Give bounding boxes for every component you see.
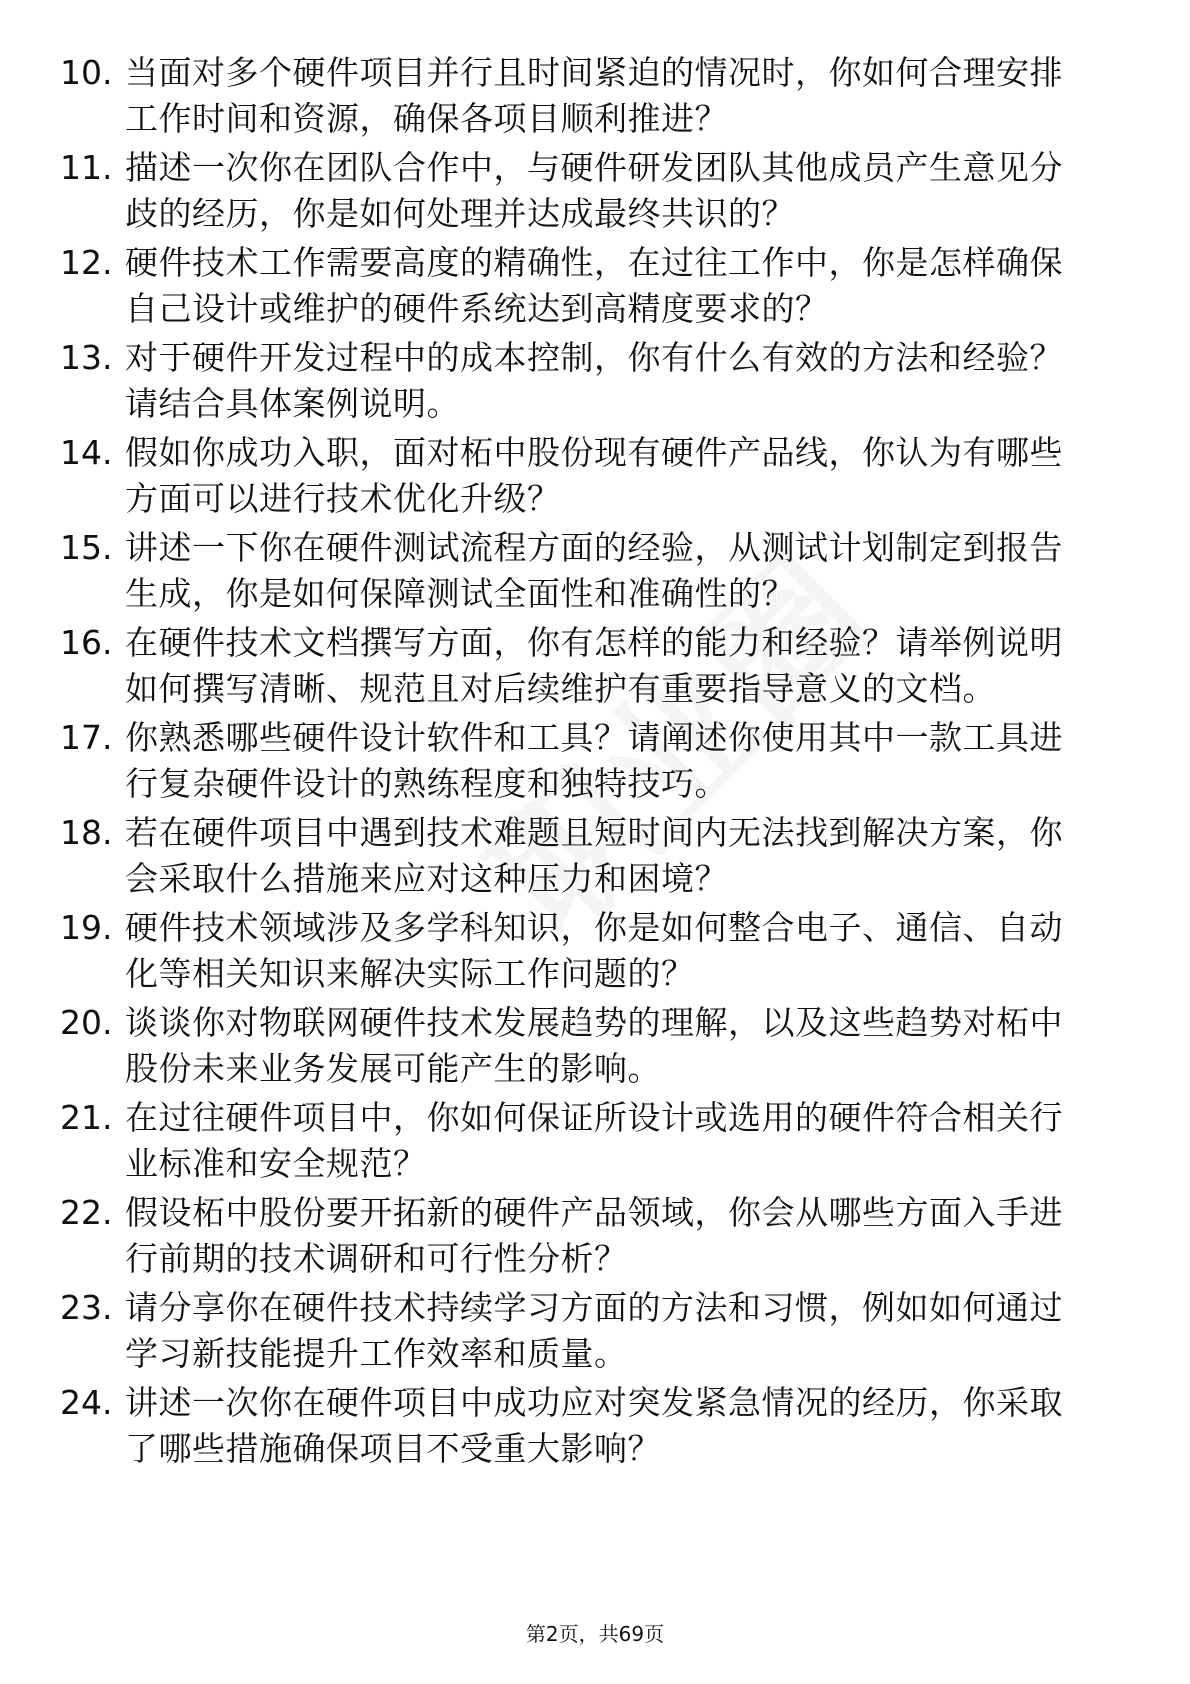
question-line: 如何撰写清晰、规范且对后续维护有重要指导意义的文档。 (125, 669, 996, 708)
question-line: 当面对多个硬件项目并行且时间紧迫的情况时，你如何合理安排 (125, 53, 1063, 92)
question-text (125, 715, 1125, 807)
question-line: 谈谈你对物联网硬件技术发展趋势的理解，以及这些趋势对柘中 (125, 1003, 1063, 1042)
question-line: 你熟悉哪些硬件设计软件和工具？请阐述你使用其中一款工具进 (125, 718, 1063, 757)
question-line: 若在硬件项目中遇到技术难题且短时间内无法找到解决方案，你 (125, 813, 1063, 852)
question-line: 在过往硬件项目中，你如何保证所设计或选用的硬件符合相关行 (125, 1098, 1063, 1137)
question-line: 对于硬件开发过程中的成本控制，你有什么有效的方法和经验？ (125, 338, 1063, 377)
question-line: 讲述一次你在硬件项目中成功应对突发紧急情况的经历，你采取 (125, 1383, 1063, 1422)
question-number: 24. (60, 1383, 113, 1422)
question-line: 学习新技能提升工作效率和质量。 (125, 1334, 628, 1373)
question-text (125, 240, 1125, 332)
question-line: 假如你成功入职，面对柘中股份现有硬件产品线，你认为有哪些 (125, 433, 1063, 472)
question-text (125, 1095, 1125, 1187)
question-line: 化等相关知识来解决实际工作问题的？ (125, 954, 695, 993)
question-number: 11. (60, 148, 113, 187)
question-number: 15. (60, 528, 113, 567)
question-line: 讲述一下你在硬件测试流程方面的经验，从测试计划制定到报告 (125, 528, 1063, 567)
question-line: 硬件技术领域涉及多学科知识，你是如何整合电子、通信、自动 (125, 908, 1063, 947)
question-number: 16. (60, 623, 113, 662)
question-text (125, 50, 1125, 142)
question-line: 会采取什么措施来应对这种压力和困境？ (125, 859, 728, 898)
question-text (125, 430, 1125, 522)
question-text (125, 335, 1125, 427)
question-text (125, 810, 1125, 902)
question-number: 10. (60, 53, 113, 92)
question-line: 生成，你是如何保障测试全面性和准确性的？ (125, 574, 795, 613)
question-text (125, 145, 1125, 237)
question-line: 请结合具体案例说明。 (125, 384, 460, 423)
question-line: 歧的经历，你是如何处理并达成最终共识的？ (125, 194, 795, 233)
question-number: 18. (60, 813, 113, 852)
question-number: 22. (60, 1193, 113, 1232)
question-text (125, 905, 1125, 997)
question-line: 行复杂硬件设计的熟练程度和独特技巧。 (125, 764, 728, 803)
page-footer: 第2页，共69页 (525, 1622, 665, 1646)
question-number: 23. (60, 1288, 113, 1327)
question-line: 行前期的技术调研和可行性分析？ (125, 1239, 628, 1278)
question-line: 在硬件技术文档撰写方面，你有怎样的能力和经验？请举例说明 (125, 623, 1063, 662)
question-number: 17. (60, 718, 113, 757)
question-line: 描述一次你在团队合作中，与硬件研发团队其他成员产生意见分 (125, 148, 1063, 187)
question-text (125, 620, 1125, 712)
question-line: 自己设计或维护的硬件系统达到高精度要求的？ (125, 289, 829, 328)
question-text (125, 1190, 1125, 1282)
question-number: 12. (60, 243, 113, 282)
question-text (125, 1380, 1125, 1472)
question-line: 方面可以进行技术优化升级？ (125, 479, 561, 518)
question-number: 14. (60, 433, 113, 472)
question-number: 20. (60, 1003, 113, 1042)
question-number: 21. (60, 1098, 113, 1137)
question-line: 假设柘中股份要开拓新的硬件产品领域，你会从哪些方面入手进 (125, 1193, 1063, 1232)
question-line: 工作时间和资源，确保各项目顺利推进？ (125, 99, 728, 138)
question-number: 13. (60, 338, 113, 377)
question-line: 硬件技术工作需要高度的精确性，在过往工作中，你是怎样确保 (125, 243, 1063, 282)
question-text (125, 525, 1125, 617)
question-text (125, 1285, 1125, 1377)
question-line: 业标准和安全规范？ (125, 1144, 427, 1183)
question-text (125, 1000, 1125, 1092)
question-line: 了哪些措施确保项目不受重大影响？ (125, 1429, 661, 1468)
question-number: 19. (60, 908, 113, 947)
question-line: 请分享你在硬件技术持续学习方面的方法和习惯，例如如何通过 (125, 1288, 1063, 1327)
question-line: 股份未来业务发展可能产生的影响。 (125, 1049, 661, 1088)
